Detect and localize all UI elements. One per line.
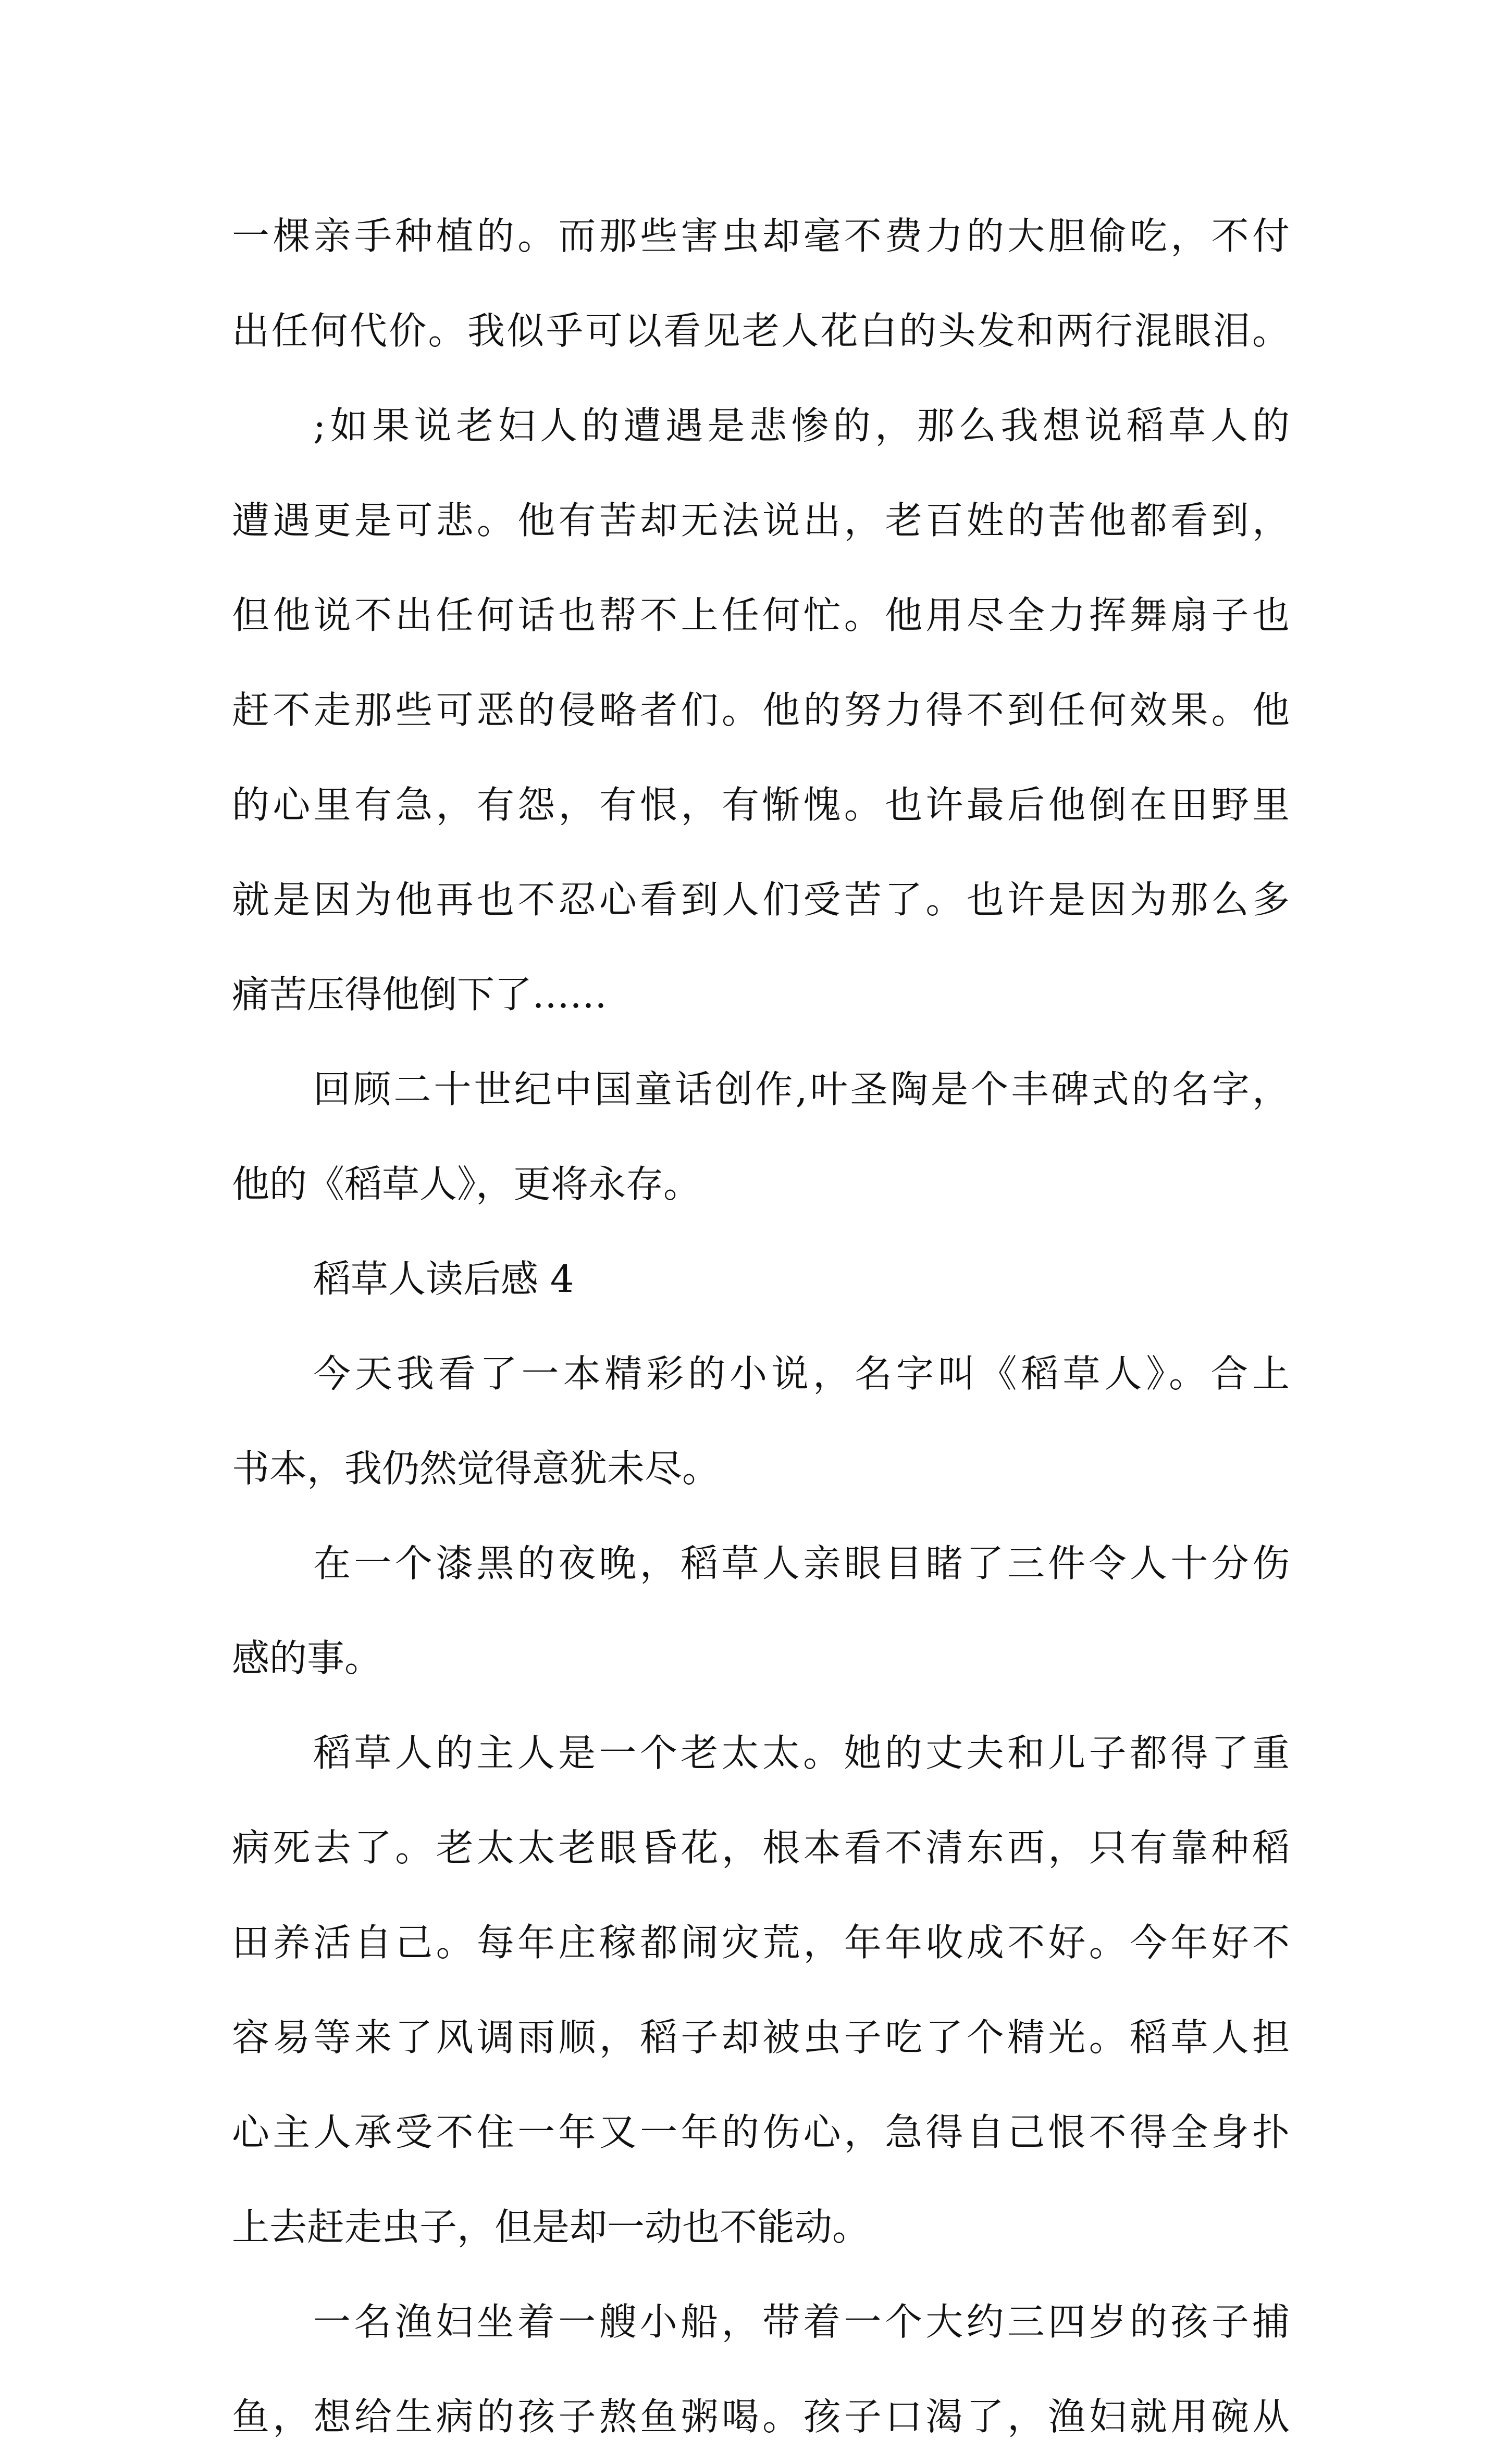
text-line: 田养活自己。每年庄稼都闹灾荒，年年收成不好。今年好不 — [232, 1921, 1290, 1964]
section-heading: 稻草人读后感 4 — [313, 1257, 574, 1301]
text-line: 回顾二十世纪中国童话创作,叶圣陶是个丰碑式的名字， — [313, 1067, 1290, 1111]
text-line: 感的事。 — [232, 1636, 382, 1680]
text-line: ;如果说老妇人的遭遇是悲惨的，那么我想说稻草人的 — [313, 404, 1290, 447]
text-line: 他的《稻草人》，更将永存。 — [232, 1162, 701, 1206]
text-line: 赶不走那些可恶的侵略者们。他的努力得不到任何效果。他 — [232, 688, 1290, 732]
text-line: 一棵亲手种植的。而那些害虫却毫不费力的大胆偷吃，不付 — [232, 214, 1290, 258]
text-line: 但他说不出任何话也帮不上任何忙。他用尽全力挥舞扇子也 — [232, 593, 1290, 637]
body-text — [232, 189, 1290, 2464]
text-line: 今天我看了一本精彩的小说，名字叫《稻草人》。合上 — [313, 1352, 1290, 1396]
text-line: 就是因为他再也不忍心看到人们受苦了。也许是因为那么多 — [232, 878, 1290, 922]
text-line: 遭遇更是可悲。他有苦却无法说出，老百姓的苦他都看到， — [232, 499, 1290, 542]
text-line: 在一个漆黑的夜晚，稻草人亲眼目睹了三件令人十分伤 — [313, 1541, 1290, 1585]
text-line: 的心里有急，有怨，有恨，有惭愧。也许最后他倒在田野里 — [232, 783, 1290, 827]
text-line: 书本，我仍然觉得意犹未尽。 — [232, 1447, 720, 1490]
text-line: 病死去了。老太太老眼昏花，根本看不清东西，只有靠种稻 — [232, 1826, 1290, 1870]
text-line: 上去赶走虫子，但是却一动也不能动。 — [232, 2205, 870, 2249]
text-line: 一名渔妇坐着一艘小船，带着一个大约三四岁的孩子捕 — [313, 2300, 1290, 2344]
text-line: 痛苦压得他倒下了…… — [232, 973, 608, 1016]
text-line: 容易等来了风调雨顺，稻子却被虫子吃了个精光。稻草人担 — [232, 2015, 1290, 2059]
text-line: 鱼，想给生病的孩子熬鱼粥喝。孩子口渴了，渔妇就用碗从 — [232, 2395, 1290, 2438]
text-line: 心主人承受不住一年又一年的伤心，急得自己恨不得全身扑 — [232, 2110, 1290, 2154]
text-line: 出任何代价。我似乎可以看见老人花白的头发和两行混眼泪。 — [232, 309, 1290, 353]
text-line: 稻草人的主人是一个老太太。她的丈夫和儿子都得了重 — [313, 1731, 1290, 1775]
